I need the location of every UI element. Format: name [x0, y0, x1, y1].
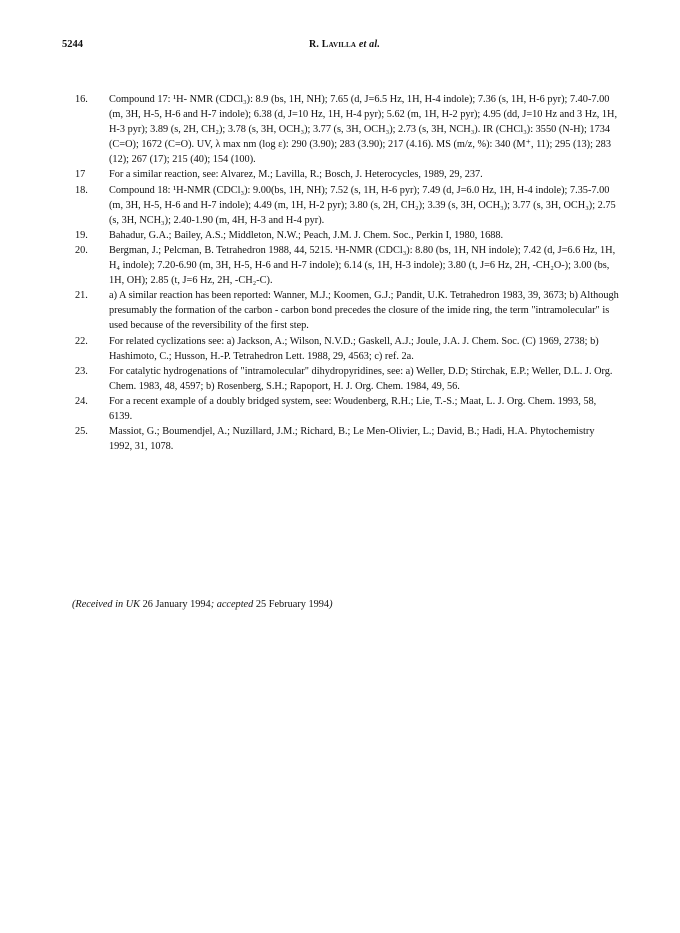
reference-text: For related cyclizations see: a) Jackson, A.; Wilson, N.V.D.; Gaskell, A.J.; Joule, J.A. J. Chem. Soc. (C) 1969, 2738; b) Hashimoto, C.; Husson, H.-P. Tetrahedron Lett. 1988, 29, 4563; c) ref. 2a. [109, 335, 599, 362]
reference-item [75, 92, 620, 167]
page-number: 5244 [62, 39, 83, 50]
received-suffix: ) [329, 599, 333, 610]
reference-item [75, 183, 620, 228]
page-header [62, 39, 627, 55]
reference-list [75, 92, 620, 454]
received-note [72, 599, 333, 610]
accepted-prefix: ; accepted [210, 599, 256, 610]
reference-number: 18. [75, 184, 88, 196]
reference-text: Compound 17: ¹H- NMR (CDCl₃): 8.9 (bs, 1H, NH); 7.65 (d, J=6.5 Hz, 1H, H-4 indole); 7.36 (s, 1H, H-6 pyr); 7.40-7.00 (m, 3H, H-5, H-6 and H-7 indole); 6.38 (d, J=10 Hz, 1H, H-4 pyr); 5.62 (m, 1H, H-2 pyr); 4.95 (dd, J=10 Hz and 3 Hz, 1H, H-3 pyr); 3.89 (s, 2H, CH₂); 3.78 (s, 3H, OCH₃); 3.77 (s, 3H, OCH₃); 2.73 (s, 3H, NCH₃). IR (CHCl₃): 3550 (N-H); 1734 (C=O); 1672 (C=O). UV, λ max nm (log ε): 290 (3.90); 283 (3.90); 217 (4.16). MS (m/z, %): 340 (M⁺, 11); 295 (13); 283 (12); 267 (17); 215 (40); 154 (100). [109, 94, 618, 166]
reference-text: For a similar reaction, see: Alvarez, M.; Lavilla, R.; Bosch, J. Heterocycles, 1989, 29, 237. [109, 169, 483, 181]
received-prefix: (Received in UK [72, 599, 143, 610]
received-date: 26 January 1994 [142, 599, 211, 610]
reference-item [75, 424, 620, 454]
reference-item [75, 334, 620, 364]
reference-number: 16. [75, 94, 88, 105]
reference-item [75, 228, 620, 243]
reference-text: For a recent example of a doubly bridged system, see: Woudenberg, R.H.; Lie, T.-S.; Maat, L. J. Org. Chem. 1993, 58, 6139. [109, 395, 597, 422]
running-head-author: R. Lavilla [308, 39, 357, 50]
reference-item [75, 243, 620, 288]
reference-number: 22. [75, 335, 88, 347]
reference-item [75, 167, 620, 182]
running-head [62, 39, 627, 50]
reference-text: For catalytic hydrogenations of "intramolecular" dihydropyridines, see: a) Weller, D.D; Stirchak, E.P.; Weller, D.L. J. Org. Chem. 1983, 48, 4597; b) Rosenberg, S.H.; Rapoport, H. J. Org. Chem. 1984, 49, 56. [109, 365, 613, 392]
reference-text: Compound 18: ¹H-NMR (CDCl₃): 9.00(bs, 1H, NH); 7.52 (s, 1H, H-6 pyr); 7.49 (d, J=6.0 Hz, 1H, H-4 indole); 7.35-7.00 (m, 3H, H-5, H-6 and H-7 indole); 4.49 (m, 1H, H-2 pyr); 3.80 (s, 2H, CH₂); 3.39 (s, 3H, OCH₃); 3.77 (s, 3H, OCH₃); 2.75 (s, 3H, NCH₃); 2.40-1.90 (m, 4H, H-3 and H-4 pyr). [109, 184, 616, 226]
reference-text: Massiot, G.; Boumendjel, A.; Nuzillard, J.M.; Richard, B.; Le Men-Olivier, L.; David, B.; Hadi, H.A. Phytochemistry 1992, 31, 1078. [109, 426, 595, 453]
reference-text: a) A similar reaction has been reported: Wanner, M.J.; Koomen, G.J.; Pandit, U.K. Tetrahedron 1983, 39, 3673; b) Although presumably the formation of the carbon - carbon bond precedes the closure of the imide ring, the term "intramolecular" is used because of the reversibility of the first step. [109, 290, 619, 332]
reference-text: Bergman, J.; Pelcman, B. Tetrahedron 1988, 44, 5215. ¹H-NMR (CDCl₃): 8.80 (bs, 1H, NH indole); 7.42 (d, J=6.6 Hz, 1H, H₄ indole); 7.20-6.90 (m, 3H, H-5, H-6 and H-7 indole); 6.14 (s, 1H, H-3 indole); 3.80 (t, J=6 Hz, 2H, -CH₂O-); 3.00 (bs, 1H, OH); 2.85 (t, J=6 Hz, 2H, -CH₂-C). [109, 244, 616, 287]
reference-item [75, 394, 620, 424]
reference-number: 25. [75, 426, 88, 438]
reference-item [75, 288, 620, 333]
accepted-date: 25 February 1994 [255, 599, 330, 610]
reference-number: 23. [75, 365, 88, 377]
reference-number: 17 [75, 169, 86, 181]
reference-number: 20. [75, 244, 88, 256]
reference-number: 19. [75, 229, 88, 241]
reference-number: 21. [75, 290, 88, 302]
reference-item [75, 364, 620, 394]
reference-text: Bahadur, G.A.; Bailey, A.S.; Middleton, N.W.; Peach, J.M. J. Chem. Soc., Perkin I, 1980, 1688. [109, 229, 504, 241]
reference-number: 24. [75, 395, 88, 407]
running-head-etal: et al. [358, 39, 381, 50]
